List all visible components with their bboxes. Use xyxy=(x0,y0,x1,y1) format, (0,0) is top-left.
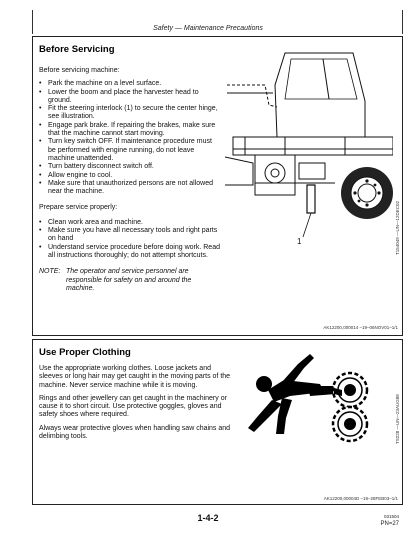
servicing-list xyxy=(39,80,221,196)
list-item: • Turn battery disconnect switch off. xyxy=(39,163,221,171)
list-item: • Park the machine on a level surface. xyxy=(39,80,221,88)
paragraph: Use the appropriate working clothes. Loose jackets and sleeves or long hair may get caught in the moving parts of the machine. Never service machine while it is moving. xyxy=(39,365,231,389)
section-heading: Use Proper Clothing xyxy=(39,347,131,358)
note-label: NOTE: xyxy=(39,268,61,276)
note-text: The operator and service personnel are responsible for safety on and around the machine. xyxy=(66,268,192,292)
prepare-intro: Prepare service properly: xyxy=(39,204,118,212)
page-header-title: Safety — Maintenance Precautions xyxy=(153,25,263,32)
list-item: • Turn key switch OFF. If maintenance procedure must be performed with engine running, do not leave machine unattended. xyxy=(39,138,221,163)
note xyxy=(39,268,221,293)
section-footer-code: AK12200,000014 –19–06NOV01–1/1 xyxy=(323,325,398,330)
section-use-proper-clothing xyxy=(32,339,403,505)
section-body xyxy=(39,365,231,441)
list-item: • Lower the boom and place the harvester head to ground. xyxy=(39,89,221,106)
list-item: • Make sure you have all necessary tools and right parts on hand xyxy=(39,227,221,244)
section-footer-code: AK12200,00004D –19–28FEB03–1/1 xyxy=(323,496,398,501)
figure-code: T154049 —UN—12DEC02 xyxy=(395,200,400,255)
machine-hinge-illustration xyxy=(225,45,393,255)
section-heading: Before Servicing xyxy=(39,44,115,55)
section-before-servicing xyxy=(32,36,403,336)
section-body xyxy=(39,67,221,293)
page-code: PN=27 xyxy=(380,521,399,527)
paragraph: Rings and other jewellery can get caught in the machinery or cause it to short circuit. Use protective goggles, gloves and safety shoes where required. xyxy=(39,394,227,419)
footer-small-code: 031504 xyxy=(383,514,399,519)
paragraph: Always wear protective gloves when handling saw chains and delimbing tools. xyxy=(39,424,231,441)
figure-code: TS228 —UN—23AUG88 xyxy=(395,394,400,444)
prepare-list xyxy=(39,219,221,260)
list-item: • Clean work area and machine. xyxy=(39,219,221,227)
list-item: • Fit the steering interlock (1) to secure the center hinge, see illustration. xyxy=(39,105,221,122)
intro-text: Before servicing machine: xyxy=(39,67,120,74)
callout-number: 1 xyxy=(297,237,302,246)
list-item: • Allow engine to cool. xyxy=(39,172,221,180)
list-item: • Engage park brake. If repairing the brakes, make sure that the machine cannot start moving. xyxy=(39,122,221,139)
page-number: 1-4-2 xyxy=(197,513,219,523)
entanglement-hazard-pictogram xyxy=(238,350,388,446)
list-item: • Make sure that unauthorized persons are not allowed near the machine. xyxy=(39,180,221,197)
list-item: • Understand service procedure before doing work. Read all instructions thoroughly; do not attempt shortcuts. xyxy=(39,244,221,261)
